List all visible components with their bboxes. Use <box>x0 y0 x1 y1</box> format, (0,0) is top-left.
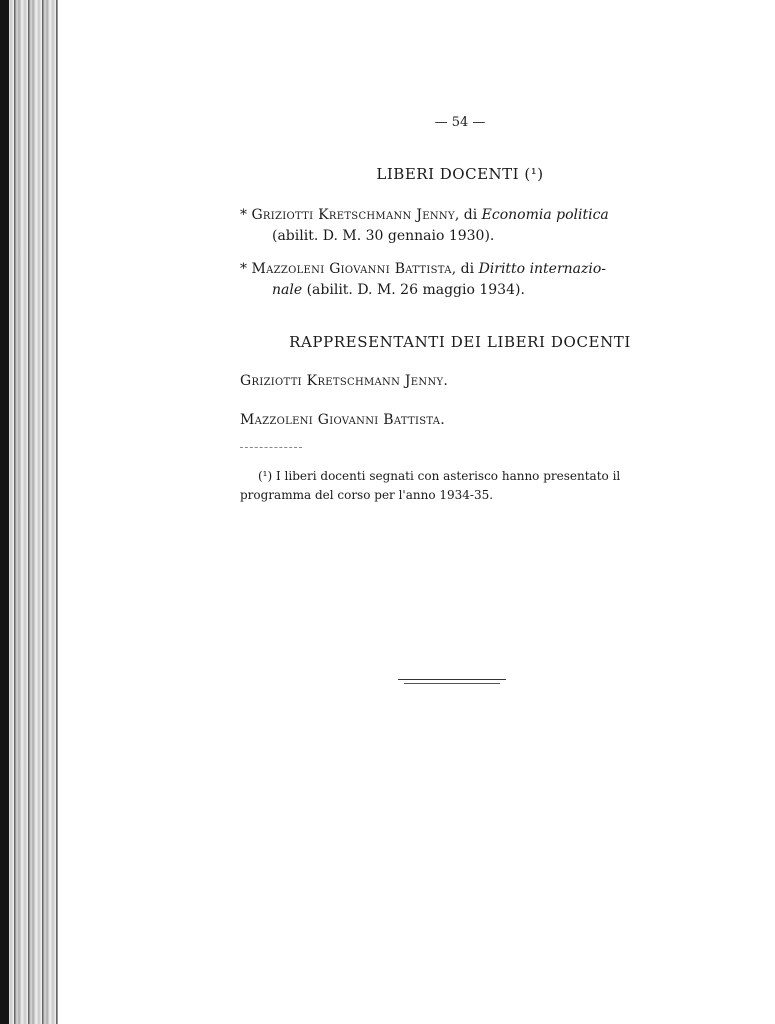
end-rule <box>398 679 506 680</box>
section-heading: LIBERI DOCENTI (¹) <box>376 165 544 183</box>
representatives-heading: RAPPRESENTANTI DEI LIBERI DOCENTI <box>289 333 631 351</box>
docente-entry <box>240 205 680 247</box>
docente-entry <box>240 259 680 301</box>
docente-qualification: (abilit. D. M. 30 gennaio 1930). <box>272 228 495 244</box>
asterisk-mark: * <box>240 207 247 223</box>
footnote: (¹) I liberi docenti segnati con asterisco hanno presentato il programma del corso per l'anno 1934-35. <box>240 469 621 502</box>
docente-qualification-line <box>240 280 680 301</box>
asterisk-mark: * <box>240 261 247 277</box>
representative-name: Mazzoleni Giovanni Battista. <box>240 412 446 428</box>
page-number: — 54 — <box>434 115 486 130</box>
docente-qualification: (abilit. D. M. 26 maggio 1934). <box>302 282 525 298</box>
separator: , di <box>451 261 479 277</box>
docente-subject-continued: nale <box>272 282 303 298</box>
representative-name: Griziotti Kretschmann Jenny. <box>240 373 449 389</box>
separator: , di <box>454 207 482 223</box>
binding-edge <box>0 0 9 1024</box>
docente-subject: Economia politica <box>481 207 609 223</box>
footnote-divider <box>240 447 302 448</box>
end-rule <box>404 683 500 684</box>
docente-subject: Diritto internazio- <box>478 261 607 277</box>
docente-name: Mazzoleni Giovanni Battista <box>251 261 452 277</box>
docente-name: Griziotti Kretschmann Jenny <box>251 207 455 223</box>
